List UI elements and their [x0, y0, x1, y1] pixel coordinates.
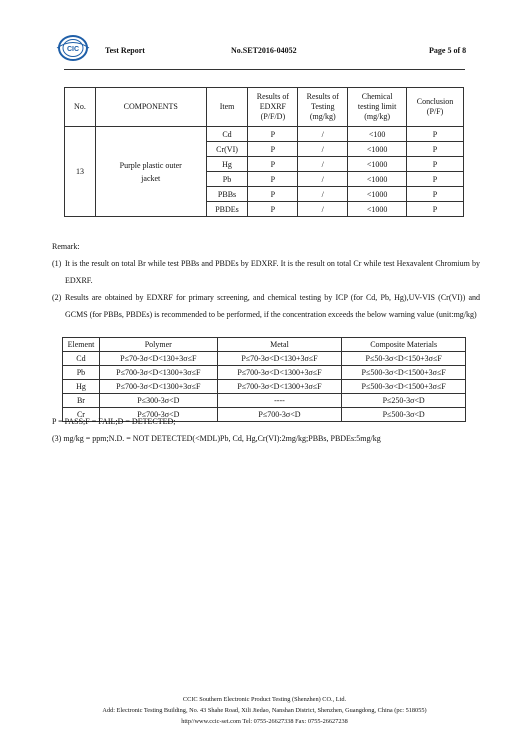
header-metal: Metal	[217, 338, 342, 352]
edxrf-cell: P	[248, 157, 298, 172]
logo-text: CIC	[66, 46, 80, 53]
edxrf-cell: P	[248, 187, 298, 202]
limit-cell: <100	[348, 127, 407, 142]
limit-cell: <1000	[348, 202, 407, 217]
table-row	[63, 380, 466, 394]
footer-contact: http//www.ccic-set.com Tel: 0755-26627338 Fax: 0755-26627238	[181, 718, 348, 725]
composite-cell: P≤50-3σ<D<150+3σ≤F	[342, 352, 466, 366]
composite-cell: P≤500-3σ<D<1500+3σ≤F	[342, 366, 466, 380]
table-row	[63, 366, 466, 380]
footer-company: CCIC Southern Electronic Product Testing (Shenzhen) CO., Ltd.	[182, 696, 347, 703]
header-components: COMPONENTS	[95, 88, 206, 127]
testing-cell: /	[298, 142, 348, 157]
composite-cell: P≤500-3σ<D<1500+3σ≤F	[342, 380, 466, 394]
polymer-cell: P≤700-3σ<D<1300+3σ≤F	[99, 366, 217, 380]
testing-cell: /	[298, 157, 348, 172]
item-cell: PBBs	[206, 187, 248, 202]
remark-item-2	[52, 289, 480, 323]
component-name: Purple plastic outer jacket	[95, 127, 206, 217]
item-cell: Cr(VI)	[206, 142, 248, 157]
conclusion-cell: P	[407, 202, 464, 217]
limit-cell: <1000	[348, 172, 407, 187]
legend-units-text: mg/kg = ppm;N.D. = NOT DETECTED(<MDL)Pb, Cd, Hg,Cr(VI):2mg/kg;PBBs, PBDEs:5mg/kg	[63, 434, 381, 443]
limit-cell: <1000	[348, 142, 407, 157]
warning-value-table	[62, 337, 466, 422]
remarks-section	[52, 238, 480, 323]
remark-label: Remark:	[52, 242, 80, 251]
element-cell: Hg	[63, 380, 100, 394]
testing-cell: /	[298, 202, 348, 217]
page-header	[0, 0, 529, 70]
metal-cell: P≤700-3σ<D<1300+3σ≤F	[217, 380, 342, 394]
polymer-cell: P≤700-3σ<D	[99, 408, 217, 422]
legend-number: (3)	[52, 434, 62, 443]
legend-units	[52, 434, 381, 443]
remark-text: It is the result on total Br while test PBBs and PBDEs by EDXRF. It is the result on total Cr while test Hexavalent Chromium by EDXRF.	[65, 259, 480, 285]
remark-item-1	[52, 255, 480, 289]
testing-cell: /	[298, 172, 348, 187]
results-table	[64, 87, 464, 217]
header-testing: Results of Testing (mg/kg)	[298, 88, 348, 127]
item-cell: PBDEs	[206, 202, 248, 217]
conclusion-cell: P	[407, 187, 464, 202]
header-item: Item	[206, 88, 248, 127]
page-number: Page 5 of 8	[429, 46, 467, 55]
edxrf-cell: P	[248, 142, 298, 157]
header-conclusion: Conclusion (P/F)	[407, 88, 464, 127]
metal-cell: ----	[217, 394, 342, 408]
edxrf-cell: P	[248, 202, 298, 217]
element-cell: Pb	[63, 366, 100, 380]
limit-cell: <1000	[348, 187, 407, 202]
metal-cell: P≤700-3σ<D<1300+3σ≤F	[217, 366, 342, 380]
results-header-row	[65, 88, 464, 127]
conclusion-cell: P	[407, 127, 464, 142]
testing-cell: /	[298, 127, 348, 142]
header-divider	[64, 69, 465, 70]
item-cell: Pb	[206, 172, 248, 187]
polymer-cell: P≤700-3σ<D<1300+3σ≤F	[99, 380, 217, 394]
report-number: No.SET2016-04052	[231, 46, 297, 55]
remark-number: (2)	[52, 293, 62, 302]
item-cell: Hg	[206, 157, 248, 172]
warning-header-row	[63, 338, 466, 352]
polymer-cell: P≤300-3σ<D	[99, 394, 217, 408]
sample-no: 13	[65, 127, 96, 217]
limit-cell: <1000	[348, 157, 407, 172]
header-edxrf: Results of EDXRF (P/F/D)	[248, 88, 298, 127]
table-row	[63, 394, 466, 408]
element-cell: Br	[63, 394, 100, 408]
table-row	[65, 127, 464, 142]
legend-abbreviations: P = PASS;F = FAIL;D = DETECTED;	[52, 417, 176, 426]
metal-cell: P≤70-3σ<D<130+3σ≤F	[217, 352, 342, 366]
edxrf-cell: P	[248, 172, 298, 187]
conclusion-cell: P	[407, 142, 464, 157]
element-cell: Cd	[63, 352, 100, 366]
metal-cell: P≤700-3σ<D	[217, 408, 342, 422]
report-title: Test Report	[105, 46, 145, 55]
composite-cell: P≤250-3σ<D	[342, 394, 466, 408]
edxrf-cell: P	[248, 127, 298, 142]
composite-cell: P≤500-3σ<D	[342, 408, 466, 422]
conclusion-cell: P	[407, 172, 464, 187]
ccic-logo-icon	[55, 33, 91, 63]
polymer-cell: P≤70-3σ<D<130+3σ≤F	[99, 352, 217, 366]
header-polymer: Polymer	[99, 338, 217, 352]
header-no: No.	[65, 88, 96, 127]
header-composite: Composite Materials	[342, 338, 466, 352]
header-limit: Chemical testing limit (mg/kg)	[348, 88, 407, 127]
footer-address: Add: Electronic Testing Building, No. 43 Shahe Road, Xili Jiedao, Nanshan District, Shenzhen, Guangdong, China (pc: 518055)	[102, 707, 427, 714]
conclusion-cell: P	[407, 157, 464, 172]
item-cell: Cd	[206, 127, 248, 142]
header-element: Element	[63, 338, 100, 352]
testing-cell: /	[298, 187, 348, 202]
remark-text: Results are obtained by EDXRF for primary screening, and chemical testing by ICP (for Cd, Pb, Hg),UV-VIS (Cr(VI)) and GCMS (for PBBs, PBDEs) is recommended to be performed, if the concentration exceeds the below warning value (unit:mg/kg)	[65, 293, 480, 319]
element-cell: Cr	[63, 408, 100, 422]
table-row	[63, 352, 466, 366]
remark-number: (1)	[52, 259, 62, 268]
